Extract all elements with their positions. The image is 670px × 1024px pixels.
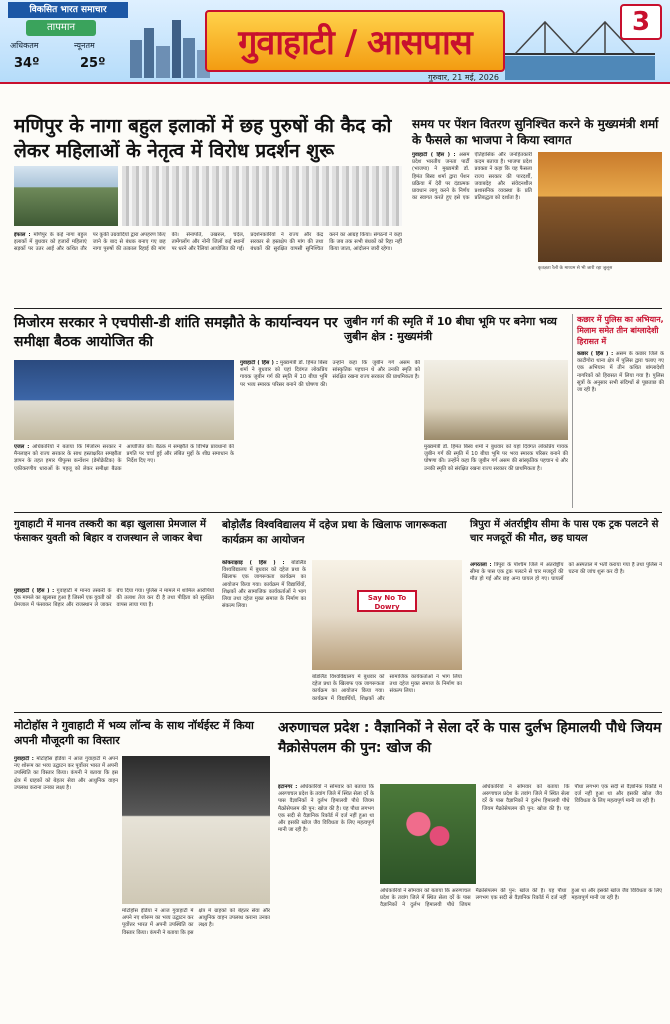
- zubeen-body: [240, 360, 420, 508]
- pension-headline: समय पर पेंशन वितरण सुनिश्चित करने के मुख्यमंत्री शर्मा के फैसले का भाजपा ने किया स्वागत: [412, 117, 659, 147]
- lead-body: [14, 232, 402, 304]
- divider-2: [14, 512, 662, 513]
- page-number: 3: [620, 4, 662, 40]
- bodoland-dateline: कोकराझाड़ ( हिंस ) :: [222, 560, 285, 566]
- lead-photo-city: [14, 166, 118, 226]
- issue-date: गुरुवार, 21 मई, 2026: [427, 73, 499, 82]
- pension-photo-caption: कृतज्ञता रैली के माध्यम से भी जारी रहा जुलूस: [538, 266, 613, 271]
- motohs-body: [14, 756, 118, 1014]
- zubeen-body-cont: [424, 444, 568, 508]
- say-no-dowry-banner: Say No To Dowry: [357, 590, 417, 612]
- arunachal-body-text-cont: अधिकारियों ने सोमवार को बताया कि अरुणाचल प्रदेश के तवांग जिले में स्थित सेला दर्रे के पास वैज्ञानिकों ने दुर्लभ हिमालयी पौधे जियम मैक्रोसेपलम की पुन: खोज की है। यह पौधा लगभग एक सदी से वैज्ञानिक रिकॉर्ड में दर्ज नहीं हुआ था और इसकी खोज जैव विविधता के लिए महत्वपूर्ण मानी जा रही है।: [380, 888, 662, 909]
- zubeen-headline: जुबीन गर्ग की स्मृति में 10 बीघा भूमि पर बनेगा भव्य जुबीन क्षेत्र : मुख्यमंत्री: [344, 315, 557, 343]
- bihar-headline: गुवाहाटी में मानव तस्करी का बड़ा खुलासा प्रेमजाल में फंसाकर युवती को बिहार व राजस्थान ले जाकर बेचा: [14, 519, 207, 544]
- lead-body-text: मणिपुर के कई नागा बहुल इलाकों में बुधवार को हजारों महिलाएं सड़कों पर उतर आईं और कथित तौर पर कुकी उग्रवादियों द्वारा अपहरण किए जाने के बाद से बंधक बनाए गए छह नागा पुरुषों की तत्काल रिहाई की मांग की। सेनापति, उखरुल, चंदेल, तामेंगलोंग और नोनी जिलों कई स्थानों पर धरने और रैलियां आयोजित की गईं। प्रदर्शनकारियों ने राज्य और केंद्र सरकार से हस्तक्षेप की मांग की तथा बंधकों की सुरक्षित वापसी सुनिश्चित करने का आग्रह किया। संगठनों ने कहा कि जब तक सभी बंधकों को रिहा नहीं किया जाता, आंदोलन जारी रहेगा।: [14, 232, 402, 253]
- bodoland-body-cont: [312, 674, 462, 708]
- kachhar-body-text: असम के कछार जिले के काटीगोरा थाना क्षेत्र में पुलिस द्वारा चलाए गए एक अभियान में तीन कथित बांग्लादेशी नागरिकों को हिरासत में लिया गया है। पुलिस सूत्रों के अनुसार सभी संदिग्धों से पूछताछ की जा रही है।: [577, 351, 664, 394]
- pension-body: [412, 152, 532, 304]
- mizoram-headline: मिजोरम सरकार ने एचपीसी-डी शांति समझौते के कार्यान्वयन पर समीक्षा बैठक आयोजित की: [14, 315, 338, 350]
- bodoland-body-text: बोडोलैंड विश्वविद्यालय में बुधवार को दहेज प्रथा के खिलाफ एक जागरूकता कार्यक्रम का आयोजन किया गया। कार्यक्रम में विद्यार्थियों, शिक्षकों और सामाजिक कार्यकर्ताओं ने भाग लिया तथा दहेज मुक्त समाज के निर्माण का संकल्प लिया।: [222, 560, 306, 610]
- lead-dateline: इंफाल :: [14, 232, 31, 238]
- lead-photo-protest: [122, 166, 402, 226]
- arunachal-photo-plant: [380, 784, 476, 884]
- motohs-body-text: मोटोहॉस इंडिया ने आज गुवाहाटी में अपने नए शोरूम का भव्य उद्घाटन कर पूर्वोत्तर भारत में अपनी उपस्थिति का विस्तार किया। कंपनी ने बताया कि इस क्षेत्र में ग्राहकों को बेहतर सेवा और आधुनिक वाहन उपलब्ध कराना उनका लक्ष्य है।: [14, 756, 118, 791]
- pension-body-text: असम प्रदेश भारतीय जनता पार्टी (भाजपा) ने मुख्यमंत्री डॉ. हिमंत बिस्व शर्मा द्वारा पेंशन प्रक्रिया में देरी पर दंडात्मक प्रावधान लागू करने के निर्णय का स्वागत करते हुए इसे एक ऐतिहासिक और जनहितकारी कदम बताया है। भाजपा प्रदेश प्रवक्ता ने कहा कि यह फैसला राज्य सरकार की पारदर्शी, जवाबदेह और संवेदनशील प्रशासनिक व्यवस्था के प्रति प्रतिबद्धता को दर्शाता है।: [412, 152, 532, 202]
- pension-photo-rally: [538, 152, 662, 262]
- brand-strip: विकसित भारत समाचार: [8, 2, 128, 18]
- motohs-body-text-cont: मोटोहॉस इंडिया ने आज गुवाहाटी में अपने नए शोरूम का भव्य उद्घाटन कर पूर्वोत्तर भारत में अपनी उपस्थिति का विस्तार किया। कंपनी ने बताया कि इस क्षेत्र में ग्राहकों को बेहतर सेवा और आधुनिक वाहन उपलब्ध कराना उनका लक्ष्य है।: [122, 908, 270, 936]
- divider-3: [14, 712, 662, 713]
- mizoram-dateline: एजल :: [14, 444, 30, 450]
- arunachal-body: [278, 784, 374, 1014]
- zubeen-body-text-cont: मुख्यमंत्री डॉ. हिमंत बिस्व शर्मा ने बुधवार को यहां दिवंगत लोकप्रिय गायक जुबीन गर्ग की स्मृति में 10 बीघा भूमि पर भव्य स्मारक परिसर बनाने की घोषणा की। उन्होंने कहा कि जुबीन गर्ग असम की सांस्कृतिक पहचान थे और उनकी स्मृति को संरक्षित रखना राज्य सरकार की प्राथमिकता है।: [424, 444, 568, 472]
- section-title: गुवाहाटी / आसपास: [238, 23, 472, 63]
- bodoland-headline: बोड़ोलैंड विश्वविद्यालय में दहेज प्रथा के खिलाफ जागरूकता कार्यक्रम का आयोजन: [222, 519, 447, 546]
- kachhar-body: [577, 351, 664, 491]
- bodoland-body-text-cont: बोडोलैंड विश्वविद्यालय में बुधवार को दहेज प्रथा के खिलाफ एक जागरूकता कार्यक्रम का आयोजन किया गया। कार्यक्रम में विद्यार्थियों, शिक्षकों और सामाजिक कार्यकर्ताओं ने भाग लिया तथा दहेज मुक्त समाज के निर्माण का संकल्प लिया।: [312, 674, 462, 702]
- weather-box: [8, 20, 128, 80]
- section-title-box: [205, 10, 505, 72]
- lead-headline: मणिपुर के नागा बहुल इलाकों में छह पुरुषों की कैद को लेकर महिलाओं के नेतृत्व में विरोध प्रदर्शन शुरू: [14, 115, 392, 162]
- tripura-headline: त्रिपुरा में अंतर्राष्ट्रीय सीमा के पास एक ट्रक पलटने से चार मजदूरों की मौत, छह घायल: [470, 519, 659, 544]
- kachhar-box: [572, 314, 664, 508]
- zubeen-dateline: गुवाहाटी ( हिंस ) :: [240, 360, 279, 366]
- motohs-photo-launch: [122, 756, 270, 904]
- max-temp-value: 34º: [14, 56, 40, 71]
- motohs-headline: मोटोहॉस ने गुवाहाटी में भव्य लॉन्च के साथ नॉर्थईस्ट में किया अपनी मौजूदगी का विस्तार: [14, 719, 254, 747]
- kachhar-headline: कछार में पुलिस का अभियान, मिलाम समेत तीन बांग्लादेशी हिरासत में: [577, 315, 664, 346]
- kachhar-dateline: कछार ( हिंस ) :: [577, 351, 614, 357]
- divider-1: [14, 308, 662, 309]
- mizoram-photo-meeting: [14, 360, 234, 440]
- arunachal-headline: अरुणाचल प्रदेश : वैज्ञानिकों ने सेला दर्रे के पास दुर्लभ हिमालयी पौधे जियम मैक्रोसेपलम की पुन: खोज की: [278, 720, 662, 756]
- min-temp-value: 25º: [80, 56, 106, 71]
- mizoram-body: [14, 444, 234, 508]
- tripura-body-text: त्रिपुरा के पश्चिम जिले में अंतर्राष्ट्रीय सीमा के पास एक ट्रक पलटने से चार मजदूरों की मौत हो गई और छह अन्य घायल हो गए। घायलों को अस्पताल में भर्ती कराया गया है तथा पुलिस ने घटना की जांच शुरू कर दी है।: [470, 562, 662, 583]
- motohs-body-cont: [122, 908, 270, 1014]
- bihar-body: [14, 588, 214, 708]
- temperature-label: तापमान: [26, 20, 96, 36]
- bodoland-photo: [312, 560, 462, 670]
- min-temp-label: न्यूनतम: [74, 41, 95, 50]
- mizoram-body-text: अधिकारियों ने बताया कि मिजोरम सरकार ने मैनलाइन को राज्य सरकार के साथ हस्ताक्षरित समझौता ज्ञापन के तहत हमार पीपुल्स कन्वेंशन (डेमोक्रेटिक) के एकीकरणीय धाराओं के पहलू को लेकर समीक्षा बैठक आयोजित की। बैठक में समझौते के विभिन्न प्रावधानों की प्रगति पर चर्चा हुई और लंबित मुद्दों के शीघ्र समाधान के निर्देश दिए गए।: [14, 444, 234, 472]
- arunachal-body-text-cont2: अधिकारियों ने सोमवार को बताया कि अरुणाचल प्रदेश के तवांग जिले में स्थित सेला दर्रे के पास वैज्ञानिकों ने दुर्लभ हिमालयी पौधे जियम मैक्रोसेपलम की पुन: खोज की है। यह पौधा लगभग एक सदी से वैज्ञानिक रिकॉर्ड में दर्ज नहीं हुआ था और इसकी खोज जैव विविधता के लिए महत्वपूर्ण मानी जा रही है।: [482, 784, 662, 812]
- bihar-body-text: गुवाहाटी में मानव तस्करी के एक मामले का खुलासा हुआ है जिसमें एक युवती को प्रेमजाल में फंसाकर बिहार और राजस्थान ले जाकर बेच दिया गया। पुलिस ने मामले में शामिल आरोपियों की तलाश तेज कर दी है तथा पीड़िता को सुरक्षित वापस लाया गया है।: [14, 588, 214, 609]
- arunachal-body-cont: [380, 888, 662, 1014]
- zubeen-photo: [424, 360, 568, 440]
- city-skyline-image: [130, 10, 210, 78]
- arunachal-body-text: अधिकारियों ने सोमवार को बताया कि अरुणाचल प्रदेश के तवांग जिले में स्थित सेला दर्रे के पास वैज्ञानिकों ने दुर्लभ हिमालयी पौधे जियम मैक्रोसेपलम की पुन: खोज की है। यह पौधा लगभग एक सदी से वैज्ञानिक रिकॉर्ड में दर्ज नहीं हुआ था और इसकी खोज जैव विविधता के लिए महत्वपूर्ण मानी जा रही है।: [278, 784, 374, 834]
- arunachal-body-cont2: [482, 784, 662, 884]
- masthead: [0, 0, 670, 84]
- zubeen-body-text: मुख्यमंत्री डॉ. हिमंत बिस्व शर्मा ने बुधवार को यहां दिवंगत लोकप्रिय गायक जुबीन गर्ग की स्मृति में 10 बीघा भूमि पर भव्य स्मारक परिसर बनाने की घोषणा की। उन्होंने कहा कि जुबीन गर्ग असम की सांस्कृतिक पहचान थे और उनकी स्मृति को संरक्षित रखना राज्य सरकार की प्राथमिकता है।: [240, 360, 420, 388]
- tripura-body: [470, 562, 662, 708]
- max-temp-label: अधिकतम: [10, 41, 39, 50]
- bihar-dateline: गुवाहाटी ( हिंस ) :: [14, 588, 55, 594]
- pension-dateline: गुवाहाटी ( हिंस ) :: [412, 152, 456, 158]
- motohs-dateline: गुवाहाटी :: [14, 756, 34, 762]
- tripura-dateline: अगरतला :: [470, 562, 492, 568]
- bodoland-body: [222, 560, 306, 708]
- arunachal-dateline: इटानगर :: [278, 784, 298, 790]
